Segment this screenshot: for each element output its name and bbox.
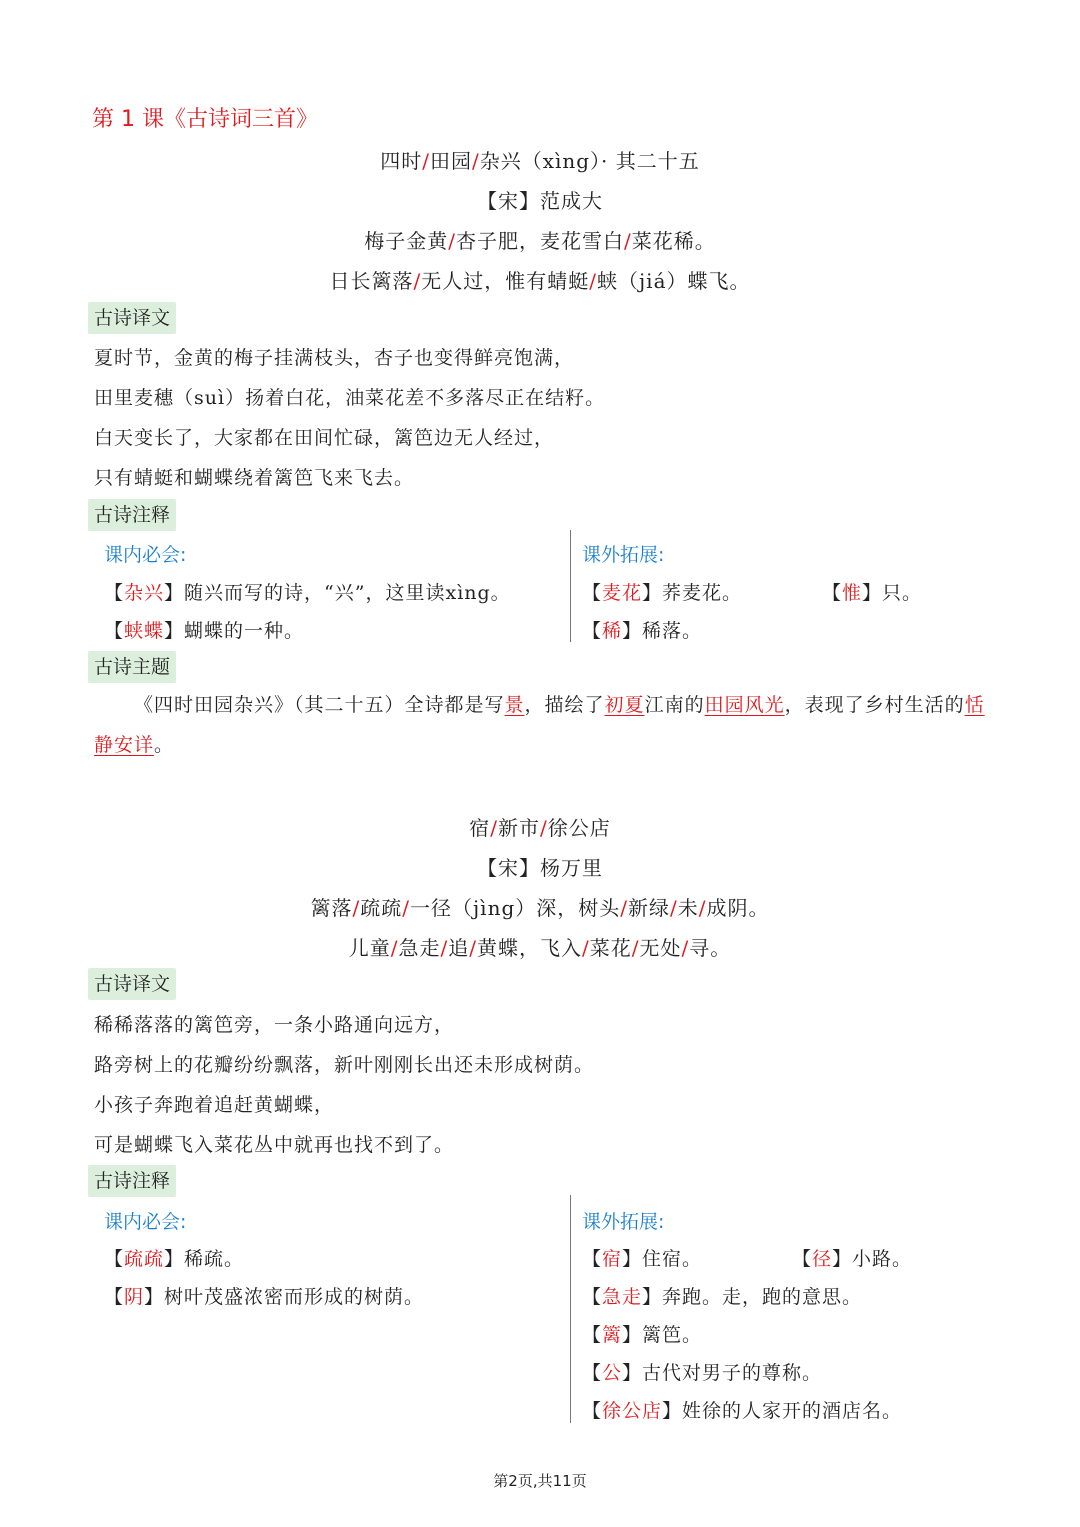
translation-line: 夏时节，金黄的梅子挂满枝头，杏子也变得鲜亮饱满， [94, 347, 575, 369]
column-divider [570, 1195, 571, 1423]
note-item: 【麦花】荞麦花。 [582, 582, 743, 604]
translation-line: 可是蝴蝶飞入菜花丛中就再也找不到了。 [94, 1134, 455, 1156]
note-item: 【径】小路。 [792, 1248, 913, 1270]
note-item: 【疏疏】稀疏。 [104, 1248, 245, 1270]
translation-line: 稀稀落落的篱笆旁，一条小路通向远方， [94, 1014, 455, 1036]
note-item: 【徐公店】姓徐的人家开的酒店名。 [582, 1400, 903, 1422]
section-label-translation: 古诗译文 [88, 302, 176, 334]
poem2-line2: 儿童/急走/追/黄蝶，飞入/菜花/无处/寻。 [348, 936, 732, 960]
poem2-line1: 篱落/疏疏/一径（jìng）深，树头/新绿/未/成阴。 [310, 896, 770, 920]
notes-inner-heading: 课内必会: [104, 1211, 187, 1233]
note-item: 【篱】篱笆。 [582, 1324, 703, 1346]
translation-line: 田里麦穗（suì）扬着白花，油菜花差不多落尽正在结籽。 [94, 387, 606, 409]
note-item: 【急走】奔跑。走，跑的意思。 [582, 1286, 863, 1308]
translation-line: 小孩子奔跑着追赶黄蝴蝶， [94, 1094, 335, 1116]
note-item: 【阴】树叶茂盛浓密而形成的树荫。 [104, 1286, 425, 1308]
poem1-author: 【宋】范成大 [477, 189, 603, 213]
section-label-notes: 古诗注释 [88, 499, 176, 531]
notes-outer-heading: 课外拓展: [582, 1211, 665, 1233]
notes-inner-heading: 课内必会: [104, 544, 187, 566]
poem1-line2: 日长篱落/无人过，惟有蜻蜓/蛱（jiá）蝶飞。 [329, 269, 751, 293]
section-label-theme: 古诗主题 [88, 651, 176, 683]
note-item: 【宿】住宿。 [582, 1248, 703, 1270]
lesson-title: 第 1 课《古诗词三首》 [92, 107, 318, 132]
section-label-translation: 古诗译文 [88, 968, 176, 1000]
note-item: 【稀】稀落。 [582, 620, 703, 642]
poem1-line1: 梅子金黄/杏子肥，麦花雪白/菜花稀。 [364, 229, 716, 253]
note-item: 【公】古代对男子的尊称。 [582, 1362, 823, 1384]
translation-line: 路旁树上的花瓣纷纷飘落，新叶刚刚长出还未形成树荫。 [94, 1054, 595, 1076]
section-label-notes: 古诗注释 [88, 1165, 176, 1197]
poem2-title: 宿/新市/徐公店 [469, 816, 611, 840]
theme-paragraph: 《四时田园杂兴》（其二十五）全诗都是写景，描绘了初夏江南的田园风光，表现了乡村生活的恬静安详。 [94, 694, 985, 756]
translation-line: 白天变长了，大家都在田间忙碌，篱笆边无人经过， [94, 427, 555, 449]
note-item: 【惟】只。 [822, 582, 923, 604]
column-divider [570, 530, 571, 642]
poem2-author: 【宋】杨万里 [477, 856, 603, 880]
poem1-title: 四时/田园/杂兴（xìng）· 其二十五 [380, 149, 700, 173]
note-item: 【蛱蝶】蝴蝶的一种。 [104, 620, 305, 642]
note-item: 【杂兴】随兴而写的诗，“兴”，这里读xìng。 [104, 582, 511, 604]
notes-outer-heading: 课外拓展: [582, 544, 665, 566]
page-number: 第2页,共11页 [493, 1472, 587, 1490]
translation-line: 只有蜻蜓和蝴蝶绕着篱笆飞来飞去。 [94, 467, 415, 489]
